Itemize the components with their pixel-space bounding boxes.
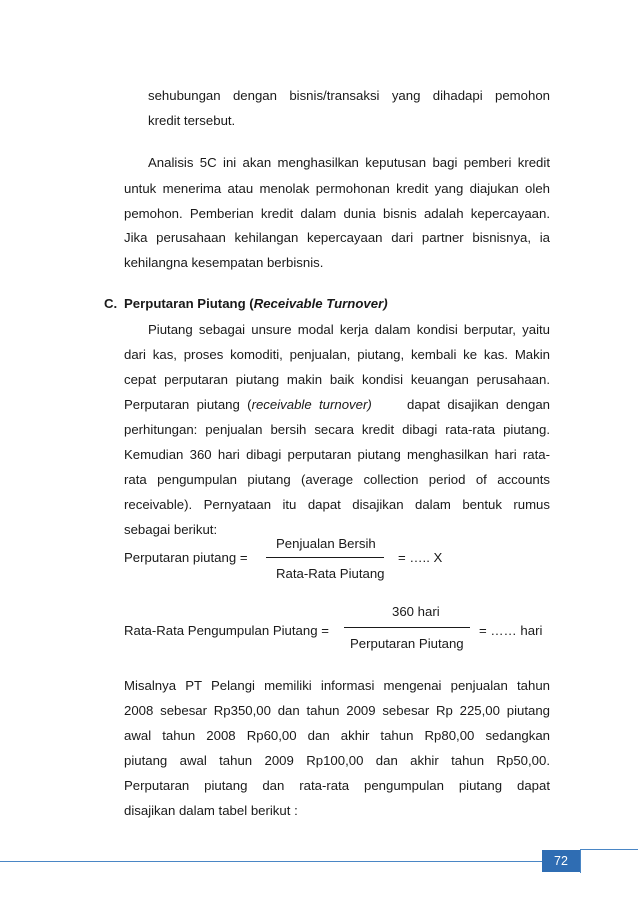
para-example-line-4: piutang awal tahun 2009 Rp100,00 dan akhir tahun Rp50,00. (124, 753, 550, 768)
formula2-label: Rata-Rata Pengumpulan Piutang = (124, 623, 329, 638)
footer-tab-edge (580, 849, 581, 873)
para-5c-line-1: Analisis 5C ini akan menghasilkan keputusan bagi pemberi kredit (148, 155, 550, 170)
para-piutang-line-1: Piutang sebagai unsure modal kerja dalam kondisi berputar, yaitu (148, 322, 550, 337)
para-example-line-3: awal tahun 2008 Rp60,00 dan akhir tahun Rp80,00 sedangkan (124, 728, 550, 743)
para-piutang-line-7: rata pengumpulan piutang (average collection period of accounts (124, 472, 550, 487)
para-piutang-line-6: Kemudian 360 hari dibagi perputaran piutang menghasilkan hari rata- (124, 447, 550, 462)
footer-rule-right (580, 849, 638, 850)
formula1-fraction-bar (266, 557, 384, 558)
para-example-line-2: 2008 sebesar Rp350,00 dan tahun 2009 sebesar Rp 225,00 piutang (124, 703, 550, 718)
para-piutang-line-2: dari kas, proses komoditi, penjualan, piutang, kembali ke kas. Makin (124, 347, 550, 362)
section-heading-title: Perputaran Piutang ( (124, 296, 254, 311)
formula1-label: Perputaran piutang = (124, 550, 248, 565)
formula2-fraction-bar (344, 627, 470, 628)
para-piutang-line-3: cepat perputaran piutang makin baik kondisi keuangan perusahaan. (124, 372, 550, 387)
formula1-denominator: Rata-Rata Piutang (276, 566, 385, 581)
formula1-result: = ….. X (398, 550, 443, 565)
formula2-result: = …… hari (479, 623, 543, 638)
intro-line-2: kredit tersebut. (148, 113, 236, 128)
para-example-line-6: disajikan dalam tabel berikut : (124, 803, 298, 818)
para-5c-line-4: Jika perusahaan kehilangan kepercayaan dari partner bisnisnya, ia (124, 230, 550, 245)
section-letter: C. (104, 296, 118, 311)
footer-rule-left (0, 861, 542, 862)
page-number: 72 (542, 850, 580, 872)
section-heading (124, 296, 388, 312)
para-example-line-1: Misalnya PT Pelangi memiliki informasi mengenai penjualan tahun (124, 678, 550, 693)
para-5c-line-2: untuk menerima atau menolak permohonan kredit yang diajukan oleh (124, 181, 550, 196)
para-piutang-line-4-italic: receivable turnover) (251, 397, 372, 412)
para-piutang-line-5: perhitungan: penjualan bersih secara kredit dibagi rata-rata piutang. (124, 422, 550, 437)
formula2-numerator: 360 hari (392, 604, 440, 619)
para-5c-line-5: kehilangna kesempatan berbisnis. (124, 255, 324, 270)
para-piutang-line-4-post: dapat disajikan dengan (399, 397, 550, 412)
para-piutang-line-9: sebagai berikut: (124, 522, 218, 537)
formula2-denominator: Perputaran Piutang (350, 636, 464, 651)
para-piutang-line-4-pre: Perputaran piutang ( (124, 397, 252, 412)
para-piutang-line-4 (124, 397, 550, 413)
para-piutang-line-8: receivable). Pernyataan itu dapat disajikan dalam bentuk rumus (124, 497, 550, 512)
para-5c-line-3: pemohon. Pemberian kredit dalam dunia bisnis adalah kepercayaan. (124, 206, 550, 221)
para-example-line-5: Perputaran piutang dan rata-rata pengumpulan piutang dapat (124, 778, 550, 793)
section-heading-italic: Receivable Turnover) (253, 296, 388, 311)
intro-line-1: sehubungan dengan bisnis/transaksi yang dihadapi pemohon (148, 88, 550, 103)
formula1-numerator: Penjualan Bersih (276, 536, 376, 551)
